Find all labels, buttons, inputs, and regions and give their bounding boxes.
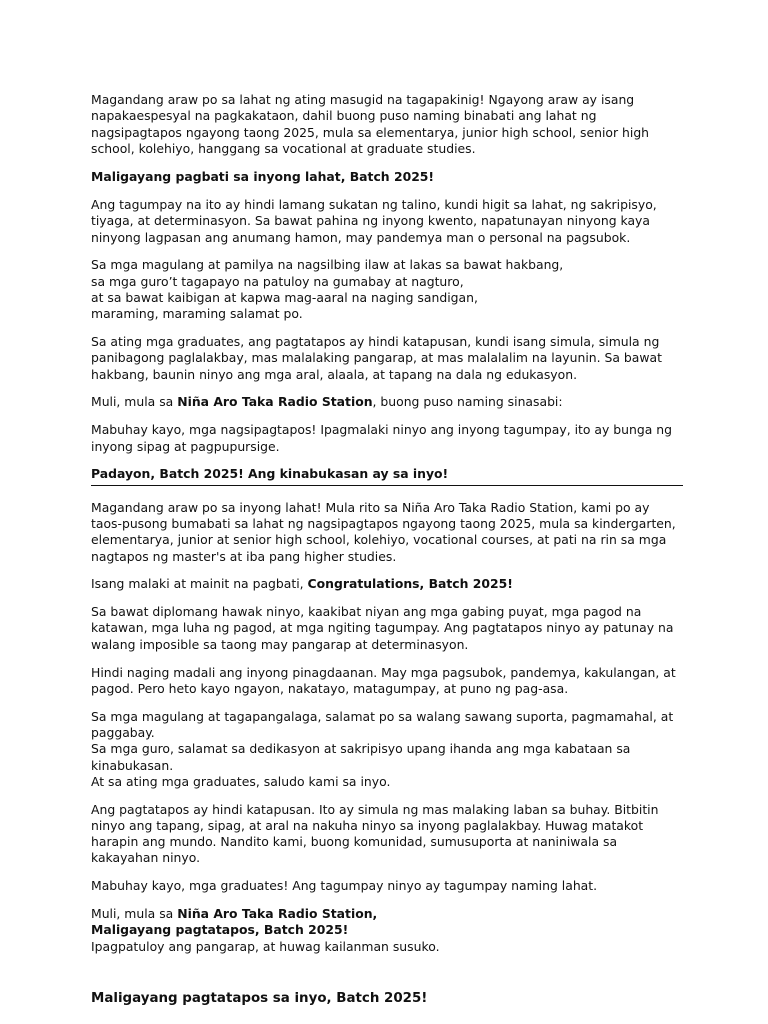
thanks-line: Sa mga magulang at pamilya na nagsilbing ilaw at lakas sa bawat hakbang, bbox=[91, 257, 564, 273]
greeting-heading: Maligayang pagbati sa inyong lahat, Batch 2025! bbox=[91, 169, 435, 185]
gratitude-line: Sa mga guro, salamat sa dedikasyon at sakripisyo upang ihanda ang mga kabataan sa kinabukasan. bbox=[91, 741, 631, 773]
station-suffix: , buong puso naming sinasabi: bbox=[372, 394, 563, 410]
graduates-paragraph: Sa ating mga graduates, ang pagtatapos ay hindi katapusan, kundi isang simula, simula ng panibagong paglalakbay, mas malalaking pangarap, at mas malalalim na layunin. Sa bawat hakbang, baunin ninyo ang mga aral, alaala, at tapang na dala ng edukasyon. bbox=[91, 334, 662, 382]
station-message-line bbox=[91, 394, 682, 410]
congrats-prefix: Isang malaki at mainit na pagbati, bbox=[91, 576, 308, 592]
padayon-heading: Padayon, Batch 2025! Ang kinabukasan ay sa inyo! bbox=[91, 466, 683, 485]
gratitude-line: Sa mga magulang at tagapangalaga, salamat po sa walang sawang suporta, pagmamahal, at paggabay. bbox=[91, 708, 674, 740]
closing-encouragement: Ipagpatuloy ang pangarap, at huwag kailanman susuko. bbox=[91, 938, 440, 954]
thanks-paragraph bbox=[91, 257, 682, 322]
station-name: Niña Aro Taka Radio Station bbox=[177, 394, 373, 410]
congrats-bold: Congratulations, Batch 2025! bbox=[307, 576, 513, 592]
station-prefix: Muli, mula sa bbox=[91, 394, 178, 410]
closing-block bbox=[91, 906, 682, 955]
gratitude-line: At sa ating mga graduates, saludo kami sa inyo. bbox=[91, 773, 391, 789]
final-heading: Maligayang pagtatapos sa inyo, Batch 2025! bbox=[91, 990, 428, 1006]
beginning-paragraph: Ang pagtatapos ay hindi katapusan. Ito ay simula ng mas malaking laban sa buhay. Bitbitin ninyo ang tapang, sipag, at aral na nakuha ninyo sa inyong paglalakbay. Huwag matakot harapin ang mundo. Nandito kami, buong komunidad, sumusuporta at naniniwala sa kakayahan ninyo. bbox=[91, 801, 659, 866]
closing-prefix: Muli, mula sa bbox=[91, 906, 178, 922]
second-intro-paragraph: Magandang araw po sa inyong lahat! Mula rito sa Niña Aro Taka Radio Station, kami po ay taos-pusong bumabati sa lahat ng nagsipagtapos ngayong taong 2025, mula sa kindergarten, elementarya, junior at senior high school, kolehiyo, vocational courses, at pati na rin sa mga nagtapos ng master's at iba pang higher studies. bbox=[91, 499, 676, 564]
challenges-paragraph: Hindi naging madali ang inyong pinagdaanan. May mga pagsubok, pandemya, kakulangan, at pagod. Pero heto kayo ngayon, nakatayo, matagumpay, at puno ng pag-asa. bbox=[91, 664, 676, 696]
mabuhay-paragraph: Mabuhay kayo, mga nagsipagtapos! Ipagmalaki ninyo ang inyong tagumpay, ito ay bunga ng inyong sipag at pagpupursige. bbox=[91, 422, 672, 454]
congrats-line bbox=[91, 576, 682, 592]
achievement-paragraph: Ang tagumpay na ito ay hindi lamang sukatan ng talino, kundi higit sa lahat, ng sakripisyo, tiyaga, at determinasyon. Sa bawat pahina ng inyong kwento, napatunayan ninyong kaya ninyong lagpasan ang anumang hamon, may pandemya man o personal na pagsubok. bbox=[91, 196, 657, 245]
diploma-paragraph: Sa bawat diplomang hawak ninyo, kaakibat niyan ang mga gabing puyat, mga pagod na katawan, mga luha ng pagod, at mga ngiting tagumpay. Ang pagtatapos ninyo ay patunay na walang imposible sa taong may pangarap at determinasyon. bbox=[91, 604, 674, 652]
gratitude-paragraph bbox=[91, 709, 682, 790]
intro-paragraph: Magandang araw po sa lahat ng ating masugid na tagapakinig! Ngayong araw ay isang napakaespesyal na pagkakataon, dahil buong puso naming binabati ang lahat ng nagsipagtapos ngayong taong 2025, mula sa elementarya, junior high school, senior high school, kolehiyo, hanggang sa vocational at graduate studies. bbox=[91, 92, 650, 156]
mabuhay-graduates-line: Mabuhay kayo, mga graduates! Ang tagumpay ninyo ay tagumpay naming lahat. bbox=[91, 878, 598, 894]
closing-station-name: Niña Aro Taka Radio Station, bbox=[177, 906, 378, 922]
thanks-line: sa mga guro’t tagapayo na patuloy na gumabay at nagturo, bbox=[91, 273, 464, 289]
thanks-line: at sa bawat kaibigan at kapwa mag-aaral na naging sandigan, bbox=[91, 289, 478, 305]
thanks-line: maraming, maraming salamat po. bbox=[91, 306, 303, 322]
closing-greeting: Maligayang pagtatapos, Batch 2025! bbox=[91, 922, 349, 938]
